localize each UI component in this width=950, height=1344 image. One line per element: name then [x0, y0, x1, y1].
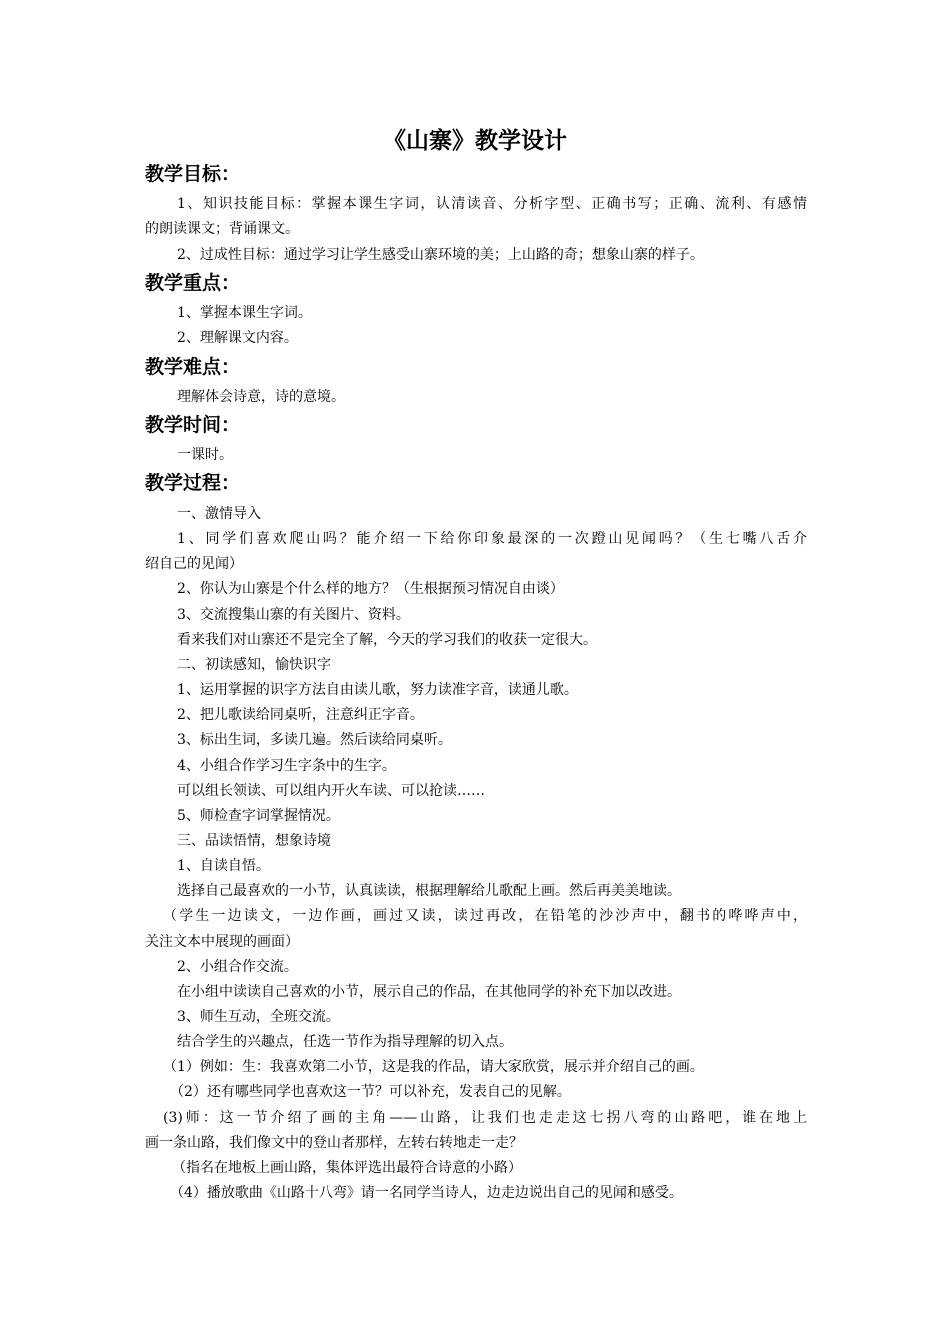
objectives-item-1-line-2: 的朗读课文；背诵课文。 [145, 221, 299, 237]
time-text: 一课时。 [177, 447, 233, 463]
process-line: （4）播放歌曲《山路十八弯》请一名同学当诗人，边走边说出自己的见闻和感受。 [170, 1185, 683, 1201]
process-line: 可以组长领读、可以组内开火车读、可以抢读…… [177, 783, 485, 799]
process-line: 3、师生互动，全班交流。 [177, 1009, 340, 1025]
objectives-item-1-line-1: 1、知识技能目标：掌握本课生字词，认清读音、分析字型、正确书写；正确、流利、有感情 [177, 196, 807, 212]
process-line: 5、师检查字词掌握情况。 [177, 808, 340, 824]
process-line: 2、小组合作交流。 [177, 959, 298, 975]
process-line: 4、小组合作学习生字条中的生字。 [177, 758, 396, 774]
process-line: 结合学生的兴趣点，任选一节作为指导理解的切入点。 [177, 1034, 513, 1050]
process-line: 1、运用掌握的识字方法自由读儿歌，努力读准字音，读通儿歌。 [177, 682, 578, 698]
process-line: 选择自己最喜欢的一小节，认真读读，根据理解给儿歌配上画。然后再美美地读。 [177, 883, 681, 899]
process-line: 看来我们对山寨还不是完全了解，今天的学习我们的收获一定很大。 [177, 632, 597, 648]
process-line: (3)师：这一节介绍了画的主角——山路，让我们也走走这七拐八弯的山路吧，谁在地上 [163, 1110, 807, 1126]
key-points-heading: 教学重点： [145, 272, 241, 294]
key-points-item-2: 2、理解课文内容。 [177, 330, 298, 346]
process-line: 三、品读悟情，想象诗境 [177, 833, 331, 849]
process-line: 二、初读感知，愉快识字 [177, 657, 331, 673]
process-line: （指名在地板上画山路，集体评选出最符合诗意的小路） [172, 1160, 522, 1176]
process-line: 关注文本中展现的画面） [145, 934, 299, 950]
process-line: 绍自己的见闻） [145, 556, 243, 572]
process-line: 2、把儿歌读给同桌听，注意纠正字音。 [177, 707, 424, 723]
process-line: 画一条山路，我们像文中的登山者那样，左转右转地走一走？ [145, 1135, 523, 1151]
process-line: 在小组中读读自己喜欢的小节，展示自己的作品，在其他同学的补充下加以改进。 [177, 984, 681, 1000]
process-line: 1、自读自悟。 [177, 858, 270, 874]
process-line: 1、同学们喜欢爬山吗？能介绍一下给你印象最深的一次蹬山见闻吗？（生七嘴八舌介 [177, 531, 807, 547]
process-line: 3、标出生词，多读几遍。然后读给同桌听。 [177, 732, 452, 748]
process-line: 3、交流搜集山寨的有关图片、资料。 [177, 607, 410, 623]
process-line: （1）例如：生：我喜欢第二小节，这是我的作品，请大家欣赏，展示并介绍自己的画。 [163, 1059, 704, 1075]
process-line: （2）还有哪些同学也喜欢这一节？可以补充，发表自己的见解。 [170, 1084, 571, 1100]
process-line: 2、你认为山寨是个什么样的地方？（生根据预习情况自由谈） [177, 581, 564, 597]
time-heading: 教学时间： [145, 414, 241, 436]
objectives-item-2: 2、过成性目标：通过学习让学生感受山寨环境的美；上山路的奇；想象山寨的样子。 [177, 247, 704, 263]
difficulties-heading: 教学难点： [145, 356, 241, 378]
process-heading: 教学过程： [145, 472, 241, 494]
key-points-item-1: 1、掌握本课生字词。 [177, 305, 312, 321]
process-line: 一、激情导入 [177, 506, 261, 522]
process-line: （学生一边读文，一边作画，画过又读，读过再改，在铅笔的沙沙声中，翻书的哗哗声中， [163, 908, 807, 924]
objectives-heading: 教学目标： [145, 163, 241, 185]
difficulties-text: 理解体会诗意，诗的意境。 [177, 389, 345, 405]
document-title: 《山寨》教学设计 [383, 128, 567, 154]
